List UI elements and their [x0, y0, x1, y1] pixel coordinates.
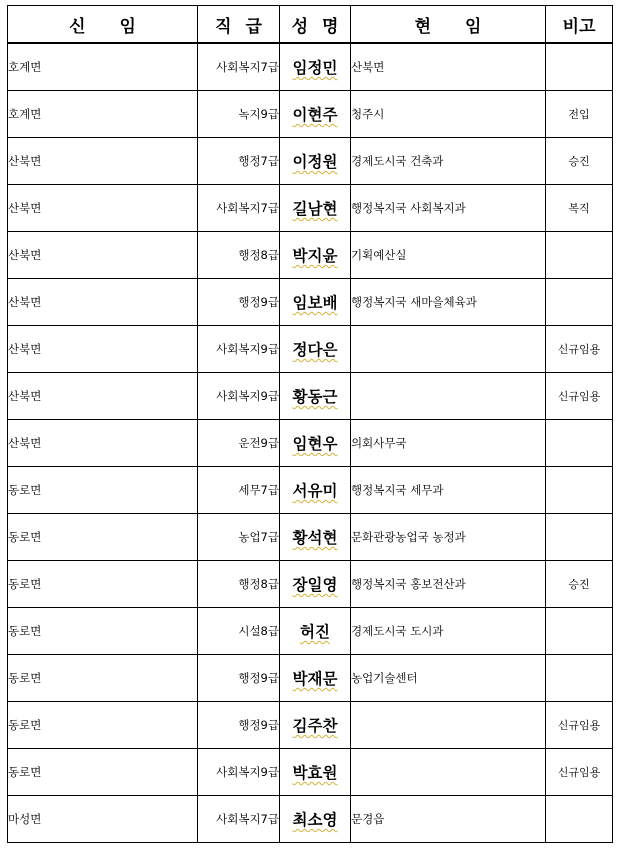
cell-remarks	[546, 796, 613, 843]
cell-new-post: 동로면	[8, 514, 198, 561]
cell-remarks: 신규임용	[546, 373, 613, 420]
cell-current-post: 행정복지국 홍보전산과	[351, 561, 546, 608]
cell-current-post: 행정복지국 새마을체육과	[351, 279, 546, 326]
person-name: 이현주	[292, 105, 338, 124]
cell-name	[280, 420, 351, 467]
cell-remarks	[546, 279, 613, 326]
cell-new-post: 동로면	[8, 655, 198, 702]
cell-remarks: 신규임용	[546, 702, 613, 749]
cell-grade: 세무7급	[198, 467, 280, 514]
cell-grade: 행정9급	[198, 655, 280, 702]
cell-name	[280, 796, 351, 843]
cell-current-post: 청주시	[351, 91, 546, 138]
cell-grade: 운전9급	[198, 420, 280, 467]
cell-grade: 농업7급	[198, 514, 280, 561]
cell-name	[280, 749, 351, 796]
cell-current-post: 행정복지국 세무과	[351, 467, 546, 514]
cell-current-post: 문화관광농업국 농정과	[351, 514, 546, 561]
cell-grade: 행정8급	[198, 232, 280, 279]
cell-remarks	[546, 467, 613, 514]
cell-current-post: 농업기술센터	[351, 655, 546, 702]
cell-new-post: 산북면	[8, 326, 198, 373]
cell-grade: 녹지9급	[198, 91, 280, 138]
person-name: 임정민	[292, 58, 338, 77]
cell-grade: 행정8급	[198, 561, 280, 608]
header-grade: 직 급	[198, 6, 280, 44]
cell-grade: 행정7급	[198, 138, 280, 185]
person-name: 허진	[300, 622, 330, 641]
personnel-table	[7, 5, 613, 843]
cell-new-post: 산북면	[8, 420, 198, 467]
cell-grade: 사회복지7급	[198, 43, 280, 91]
cell-remarks	[546, 608, 613, 655]
person-name: 박지윤	[292, 246, 338, 265]
cell-name	[280, 138, 351, 185]
table-row	[8, 420, 613, 467]
cell-name	[280, 232, 351, 279]
person-name: 황동근	[292, 387, 338, 406]
cell-grade: 사회복지7급	[198, 185, 280, 232]
header-current-post: 현 임	[351, 6, 546, 44]
table-row	[8, 467, 613, 514]
table-row	[8, 326, 613, 373]
table-row	[8, 655, 613, 702]
cell-remarks	[546, 655, 613, 702]
cell-new-post: 호계면	[8, 91, 198, 138]
table-row	[8, 702, 613, 749]
cell-current-post: 산북면	[351, 43, 546, 91]
table-row	[8, 279, 613, 326]
cell-name	[280, 514, 351, 561]
cell-grade: 사회복지9급	[198, 373, 280, 420]
table-row	[8, 514, 613, 561]
cell-current-post	[351, 326, 546, 373]
cell-grade: 사회복지9급	[198, 749, 280, 796]
cell-new-post: 동로면	[8, 608, 198, 655]
cell-name	[280, 279, 351, 326]
cell-name	[280, 43, 351, 91]
table-row	[8, 138, 613, 185]
cell-remarks: 복직	[546, 185, 613, 232]
person-name: 장일영	[292, 575, 338, 594]
cell-new-post: 동로면	[8, 561, 198, 608]
header-name: 성 명	[280, 6, 351, 44]
cell-name	[280, 561, 351, 608]
cell-new-post: 산북면	[8, 373, 198, 420]
cell-current-post	[351, 373, 546, 420]
cell-grade: 사회복지7급	[198, 796, 280, 843]
header-row	[8, 6, 613, 44]
cell-new-post: 동로면	[8, 749, 198, 796]
table-row	[8, 373, 613, 420]
cell-current-post: 행정복지국 사회복지과	[351, 185, 546, 232]
cell-remarks	[546, 232, 613, 279]
cell-new-post: 호계면	[8, 43, 198, 91]
cell-current-post: 경제도시국 도시과	[351, 608, 546, 655]
person-name: 최소영	[292, 810, 338, 829]
cell-remarks: 전입	[546, 91, 613, 138]
person-name: 박효원	[292, 763, 338, 782]
cell-new-post: 동로면	[8, 702, 198, 749]
person-name: 길남현	[292, 199, 338, 218]
person-name: 박재문	[292, 669, 338, 688]
cell-current-post	[351, 702, 546, 749]
person-name: 황석현	[292, 528, 338, 547]
cell-remarks: 신규임용	[546, 749, 613, 796]
cell-name	[280, 655, 351, 702]
person-name: 임보배	[292, 293, 338, 312]
person-name: 김주찬	[292, 716, 338, 735]
person-name: 정다은	[292, 340, 338, 359]
cell-grade: 시설8급	[198, 608, 280, 655]
person-name: 서유미	[292, 481, 338, 500]
cell-remarks	[546, 420, 613, 467]
cell-current-post: 경제도시국 건축과	[351, 138, 546, 185]
table-row	[8, 232, 613, 279]
table-row	[8, 561, 613, 608]
table-row	[8, 185, 613, 232]
header-remarks: 비고	[546, 6, 613, 44]
cell-new-post: 산북면	[8, 138, 198, 185]
table-body	[8, 43, 613, 843]
cell-new-post: 산북면	[8, 185, 198, 232]
cell-current-post: 문경읍	[351, 796, 546, 843]
table-row	[8, 91, 613, 138]
cell-name	[280, 373, 351, 420]
cell-remarks: 승진	[546, 138, 613, 185]
person-name: 이정원	[292, 152, 338, 171]
cell-remarks	[546, 514, 613, 561]
cell-new-post: 동로면	[8, 467, 198, 514]
cell-name	[280, 91, 351, 138]
cell-name	[280, 608, 351, 655]
table-row	[8, 608, 613, 655]
table-row	[8, 749, 613, 796]
cell-grade: 사회복지9급	[198, 326, 280, 373]
cell-name	[280, 326, 351, 373]
cell-remarks: 승진	[546, 561, 613, 608]
cell-name	[280, 467, 351, 514]
cell-current-post	[351, 749, 546, 796]
header-new-post: 신 임	[8, 6, 198, 44]
cell-current-post: 의회사무국	[351, 420, 546, 467]
table-row	[8, 43, 613, 91]
person-name: 임현우	[292, 434, 338, 453]
cell-new-post: 산북면	[8, 279, 198, 326]
cell-grade: 행정9급	[198, 279, 280, 326]
cell-name	[280, 702, 351, 749]
table-row	[8, 796, 613, 843]
cell-new-post: 마성면	[8, 796, 198, 843]
cell-remarks: 신규임용	[546, 326, 613, 373]
cell-remarks	[546, 43, 613, 91]
cell-name	[280, 185, 351, 232]
cell-new-post: 산북면	[8, 232, 198, 279]
table-header	[8, 6, 613, 44]
cell-grade: 행정9급	[198, 702, 280, 749]
cell-current-post: 기획예산실	[351, 232, 546, 279]
